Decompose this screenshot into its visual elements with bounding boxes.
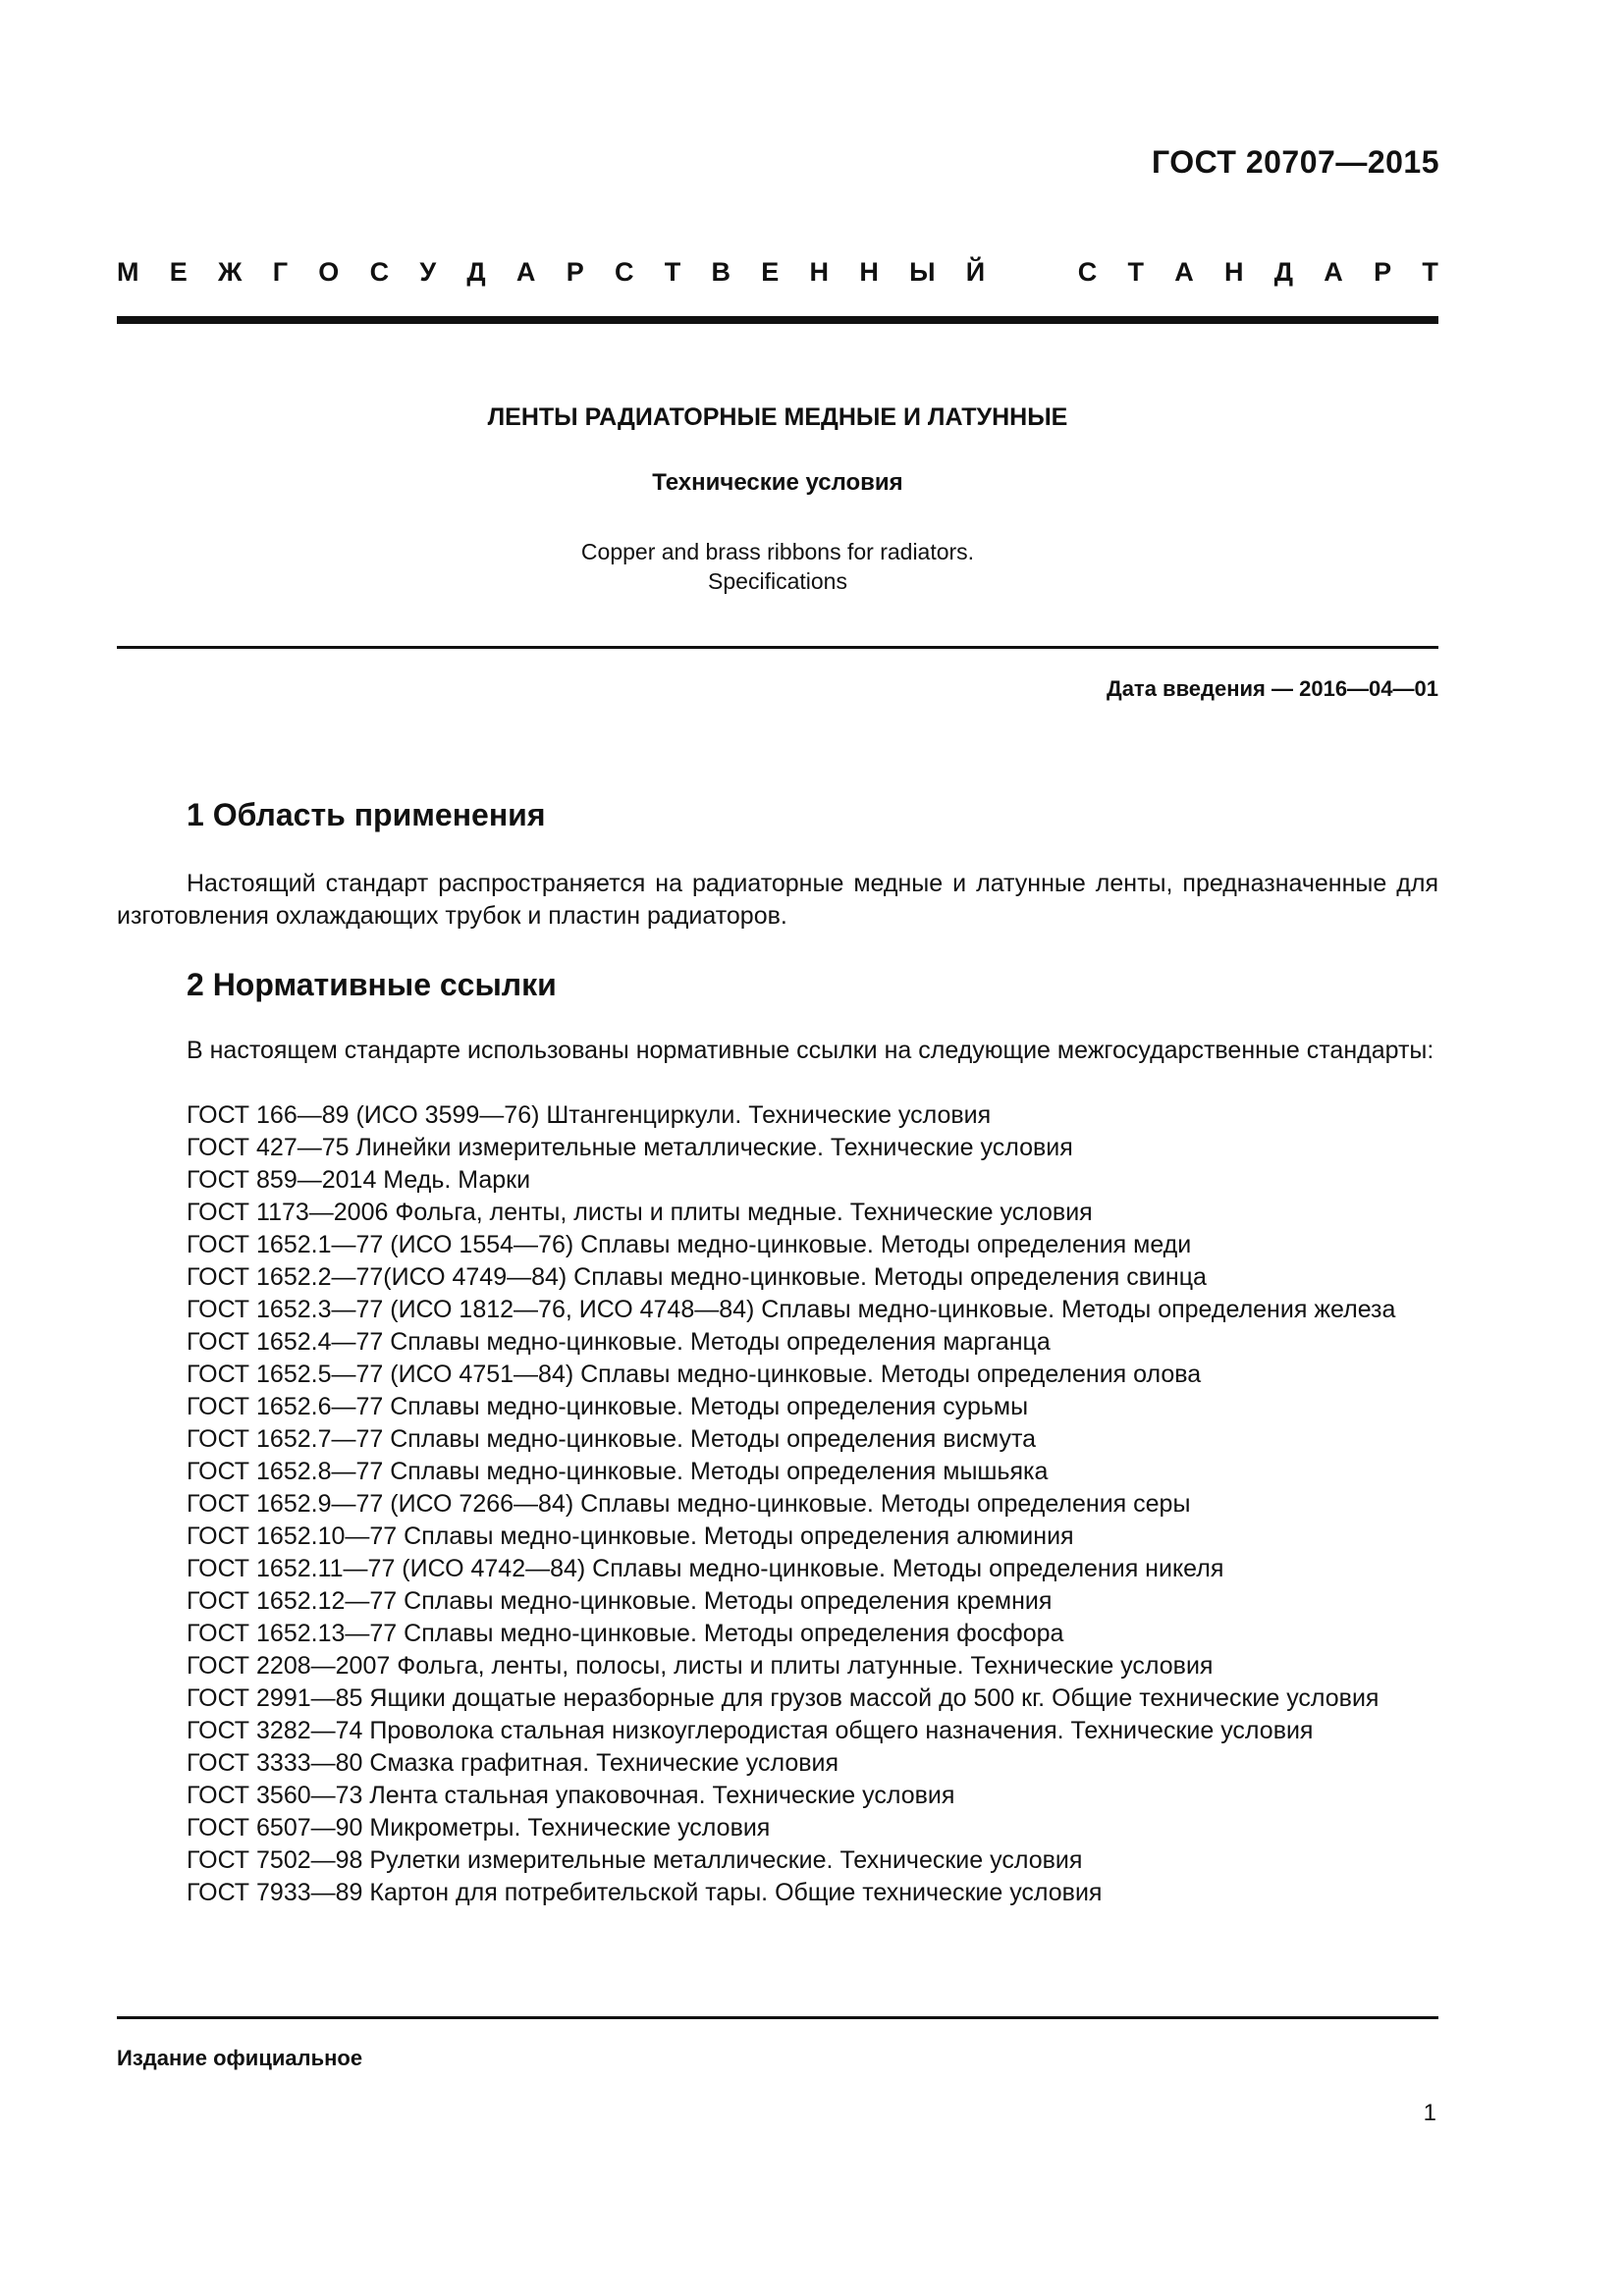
banner-word-gap [1015,257,1047,288]
reference-item: ГОСТ 1652.2—77(ИСО 4749—84) Сплавы медно-цинковые. Методы определения свинца [187,1263,1207,1291]
banner-letter: С [369,257,390,287]
reference-item: ГОСТ 1652.12—77 Сплавы медно-цинковые. Методы определения кремния [187,1587,1053,1615]
banner-letter: О [318,257,340,287]
reference-item: ГОСТ 859—2014 Медь. Марки [187,1166,531,1194]
introduction-date: Дата введения — 2016—04—01 [1107,676,1438,701]
reference-item: ГОСТ 2991—85 Ящики дощатые неразборные для грузов массой до 500 кг. Общие технические условия [187,1684,1380,1712]
banner-letter: С [614,257,634,287]
banner-letter: У [419,257,437,287]
reference-item: ГОСТ 1652.5—77 (ИСО 4751—84) Сплавы медно-цинковые. Методы определения олова [187,1361,1202,1388]
banner-letter: Н [1224,257,1244,287]
reference-item: ГОСТ 1652.8—77 Сплавы медно-цинковые. Методы определения мышьяка [187,1458,1049,1485]
reference-item: ГОСТ 1652.13—77 Сплавы медно-цинковые. Методы определения фосфора [187,1620,1064,1647]
section-1-heading: 1 Область применения [187,797,546,832]
reference-item: ГОСТ 7933—89 Картон для потребительской тары. Общие технические условия [187,1879,1103,1906]
banner-letter: Т [1422,257,1438,287]
banner-letter: Е [169,257,188,287]
banner-letter: Д [1273,257,1294,287]
banner-letter: М [117,257,139,287]
reference-item: ГОСТ 2208—2007 Фольга, ленты, полосы, листы и плиты латунные. Технические условия [187,1652,1214,1680]
footer-rule [117,2016,1438,2019]
reference-item: ГОСТ 1652.4—77 Сплавы медно-цинковые. Методы определения марганца [187,1328,1051,1356]
reference-item: ГОСТ 427—75 Линейки измерительные металлические. Технические условия [187,1134,1073,1161]
banner-letter: Р [566,257,584,287]
reference-item: ГОСТ 1652.10—77 Сплавы медно-цинковые. Методы определения алюминия [187,1522,1074,1550]
reference-item: ГОСТ 1652.1—77 (ИСО 1554—76) Сплавы медно-цинковые. Методы определения меди [187,1231,1192,1258]
section-1-text [117,868,1438,933]
english-title-line-2: Specifications [708,568,847,594]
standard-code: ГОСТ 20707—2015 [1151,144,1439,180]
banner-letter: А [515,257,536,287]
document-title: ЛЕНТЫ РАДИАТОРНЫЕ МЕДНЫЕ И ЛАТУННЫЕ [487,403,1068,431]
banner-letter: Т [664,257,681,287]
banner-letter: Р [1374,257,1392,287]
reference-item: ГОСТ 3560—73 Лента стальная упаковочная. Технические условия [187,1782,955,1809]
reference-item: ГОСТ 166—89 (ИСО 3599—76) Штангенциркули. Технические условия [187,1101,992,1129]
banner-letter: Ы [909,257,936,287]
section-2-heading: 2 Нормативные ссылки [187,967,557,1002]
banner-letter: Ж [218,257,243,287]
page-number: 1 [1423,2100,1436,2126]
reference-item: ГОСТ 1652.7—77 Сплавы медно-цинковые. Методы определения висмута [187,1425,1037,1453]
reference-item: ГОСТ 1173—2006 Фольга, ленты, листы и плиты медные. Технические условия [187,1199,1093,1226]
reference-item: ГОСТ 3333—80 Смазка графитная. Технические условия [187,1749,839,1777]
reference-item: ГОСТ 3282—74 Проволока стальная низкоуглеродистая общего назначения. Технические условия [187,1717,1314,1744]
banner-letter: С [1077,257,1098,287]
normative-references-list [117,1099,1438,1909]
reference-item: ГОСТ 7502—98 Рулетки измерительные металлические. Технические условия [187,1846,1083,1874]
banner-letter: Н [809,257,830,287]
reference-item: ГОСТ 6507—90 Микрометры. Технические условия [187,1814,771,1842]
banner-letter: Т [1127,257,1144,287]
header-rule [117,316,1438,324]
standard-type-banner [117,257,1438,288]
banner-letter: А [1324,257,1343,287]
reference-item: ГОСТ 1652.6—77 Сплавы медно-цинковые. Методы определения сурьмы [187,1393,1029,1420]
banner-letter: Н [859,257,879,287]
reference-item: ГОСТ 1652.3—77 (ИСО 1812—76, ИСО 4748—84) Сплавы медно-цинковые. Методы определения железа [187,1296,1396,1323]
english-title-line-1: Copper and brass ribbons for radiators. [580,539,975,564]
reference-item: ГОСТ 1652.11—77 (ИСО 4742—84) Сплавы медно-цинковые. Методы определения никеля [187,1555,1224,1582]
official-edition-label: Издание официальное [117,2046,363,2070]
banner-letter: Е [761,257,780,287]
banner-letter: Г [272,257,289,287]
english-title [117,537,1438,596]
reference-item: ГОСТ 1652.9—77 (ИСО 7266—84) Сплавы медно-цинковые. Методы определения серы [187,1490,1191,1518]
document-subtitle: Технические условия [652,469,903,496]
section-2-intro [117,1035,1438,1067]
section-1-text-content: Настоящий стандарт распространяется на радиаторные медные и латунные ленты, предназначенные для изготовления охлаждающих трубок и пластин радиаторов. [117,870,1438,930]
banner-letter: Й [965,257,986,287]
title-rule [117,646,1438,649]
section-2-intro-content: В настоящем стандарте использованы нормативные ссылки на следующие межгосударственные стандарты: [187,1037,1434,1064]
banner-letter: А [1174,257,1194,287]
banner-letter: В [711,257,730,287]
banner-letter: Д [466,257,486,287]
